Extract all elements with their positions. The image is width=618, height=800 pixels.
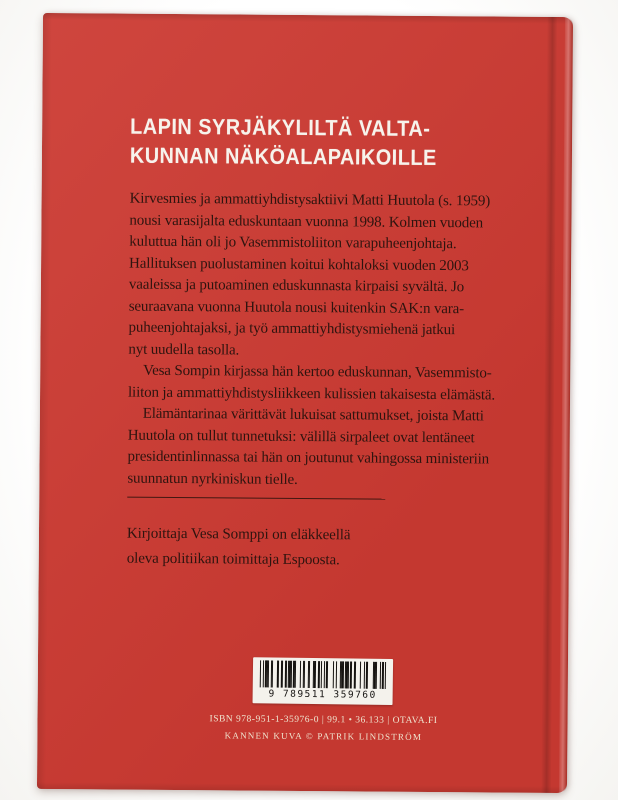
book-right-edge-highlight	[559, 17, 573, 793]
blurb-paragraph-3: Elämäntarinaa värittävät lukuisat sattumukset, joista Matti Huutola on tullut tunnetuksi: välillä sirpaleet ovat lentäneet presidentinlinnassa tai hän on joutunut vahingossa ministeriin suunnatun nyrkiniskun tielle.	[127, 405, 490, 488]
blurb-paragraph-1: Kirvesmies ja ammattiyhdistysaktiivi Matti Huutola (s. 1959) nousi varasijalta eduskuntaan vuonna 1998. Kolmen vuoden kuluttua hän oli jo Vasemmistoliiton varapuheenjohtaja. Hallituksen puolustaminen koitui kohtaloksi vuoden 2003 vaaleissa ja putoaminen eduskunnasta kirpaisi syvältä. Jo seuraavana vuonna Huutola nousi kuitenkin SAK:n vara- puheenjohtajaksi, ja työ ammattiyhdistysmiehenä jatkui nyt uudella tasolla.	[128, 190, 491, 358]
back-cover-title: LAPIN SYRJÄKYLILTÄ VALTA- KUNNAN NÄKÖALAPAIKOILLE	[129, 113, 437, 171]
barcode-number: 9 789511 359760	[268, 688, 377, 701]
book-back-cover	[37, 13, 573, 793]
blurb	[127, 189, 525, 493]
cover-photo-credit-line: KANNEN KUVA © PATRIK LINDSTRÖM	[224, 729, 423, 742]
isbn-line: ISBN 978-951-1-35976-0 | 99.1 • 36.133 | OTAVA.FI	[209, 714, 438, 727]
spine-hinge-groove	[541, 17, 557, 793]
blurb-paragraph-2: Vesa Sompin kirjassa hän kertoo eduskunnan, Vasemmisto- liiton ja ammattiyhdistysliikkeen kulissien takaisesta elämästä.	[128, 362, 496, 403]
divider-rule	[127, 497, 385, 500]
barcode	[253, 657, 394, 705]
barcode-bars	[260, 660, 386, 689]
author-note: Kirjoittaja Vesa Somppi on eläkkeellä oleva politiikan toimittaja Espoosta.	[126, 525, 351, 569]
back-cover-content	[127, 112, 527, 575]
imprint-block	[125, 712, 521, 746]
